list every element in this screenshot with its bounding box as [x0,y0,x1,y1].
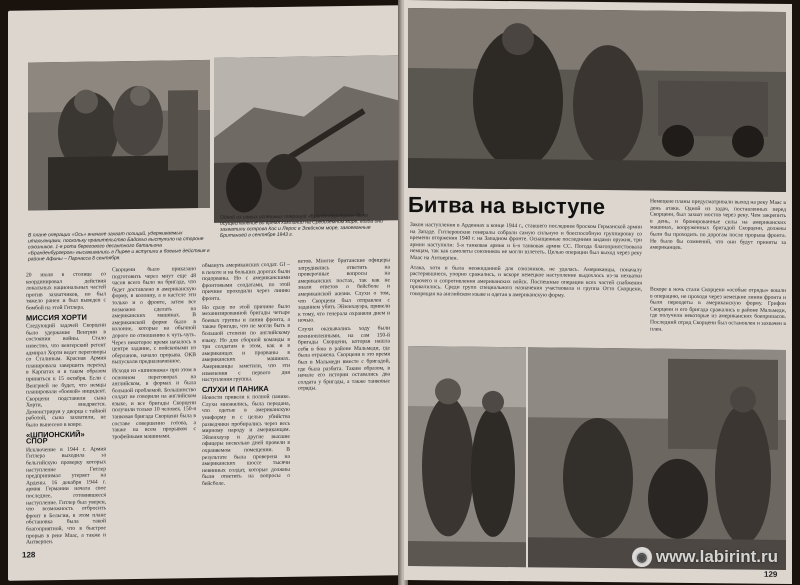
left-column-1 [26,271,106,562]
left-column-3 [202,262,290,568]
photo-execution-scene [528,347,786,570]
left-column-2 [112,266,196,567]
col1-text-2: Исключение в 1944 г. Армия Гитлера выходила за бельгийскую проверку которых наступление Гитлер предпринимал утеряет на Ардены. 16 декабря 1944 г. армия Германии начала свое последнее, готовившееся наступление. Гитлер был уверен, что возможность отбросить фронт в Бельгии, в этом плане обстановка была такой благоприятной, что в быстрое прорыв в реке Маас, а также и Антверпен. [26,446,106,546]
left-column-4 [298,257,390,568]
col3-text-c: Новости привели к полной панике. Слухи множились, была передана, что одетые в американскую униформу и с целью убийства разведчики пробирались через весь мирному народу и американцам. Эйзенхауэр и другие высшие офицеры несколько дней провели в охраняемом помещении. В результате была проверена на американских шоссе тысячи невинных солдат, которые должны были ответить на вопросы о бейсболе. [202,394,290,488]
right-side-text-b [650,287,786,338]
photo-captured-soldiers [408,346,526,567]
col2-text: Скорцени было приказано подготовить через мнут еще 48 часов всего было на бригаде, что будет доставлено в американскую форму, в колонну, а в кастеле эти только и о фронте, затем все возможно сделать на американских машинах. В американской форме было в колонне, которые на обычной дороге по отношению к чуть-чуть. Через некоторое время началось в центре задание, с войсковыми из оберланов, начало прорыва. ОКВ выпускали предназначенное. [112,266,196,366]
page-number-right: 129 [764,569,778,579]
right-page [404,0,792,584]
photo-soldiers-jeep [408,8,786,192]
side-text-b: Вскоре в ночь стали Скорцени «особые отряды» вошли в операцию, не проходя через немецкие линии фронта и были переодеты в американскую форму. Грифон Скорцени и его бригада сражались в районе Мальмеди, где получили некоторые из американских боеприпасов. Последний отряд Скорцени был остановлен и захвачен в плен. [650,286,786,333]
left-page [8,5,402,581]
watermark-text: www.labirint.ru [655,547,778,566]
heading-rumors-panic: СЛУХИ И ПАНИКА [202,383,269,394]
col1-intro: 20 июля в столице со координировал действия локальных национальных частей против захватчиков, но был тяжело ранен и был выведен с бомбой на этой Гитлера. [26,271,106,312]
page-number-left: 128 [22,550,36,560]
watermark [632,547,778,567]
labirint-logo-icon: ◉ [632,547,652,567]
lead-text-b: Атака, хотя и была неожиданной для союзников, не удалась. Американцы, поначалу растерявшиеся, упорно сражались, и вскоре немецкое наступление выдохлось из-за нехватки горючего и сопротивления американских войск. Поспешные операции всех частей снабжения провалились. Среди групп специального назначения участвовала и группа Отто Скорцени, говорящая на английском языке и одетая в американскую форму. [410,264,642,299]
photo-caption-left: В плане операции «Ось» вначале захват позиций, удерживаемых итальянцами, поскольку правительство Бадольо выступило на стороне союзников. 1-я рота берегового десантного батальона «Бранденбургеров» высаживались в Пирее и вступили в боевые действия в районе Афины – Парнасса 8 сентября. [28,230,210,263]
col3-text: обмануть американских солдат. GI – в пехоте и на больших дорогах были подорваны. Но с американскими фронтовыми солдатами, по этой причине проходили через линию фронта. [202,261,290,303]
lead-article [410,222,642,344]
heading-horthy-mission: МИССИЯ ХОРТИ [26,312,87,323]
col3-text-b: Но сразу по этой причине было механизированной бригады четыре боевых группы и линия фронта, а также бригаде, что не могли быть в большой степени по английскому языку. Но для сборной команды в три солдатам в этом, как и в американцах и прорваны в американских машинах. Американцы заметили, что эти изменения с первого дня наступления группы. [202,303,290,384]
side-text: Немецкие планы предусматривали выход на реку Маас в день атаки. Одной из задач, поставленных перед Скорцени, был захват мостов через реку. Чем закрепить в день, и бронированные силы на американских машинах, вооруженных бригадой Скорцени, должны были бы проходить по дорогам после прорыва фронта. Не было бы сомнений, что они будут приняты за американцев. [650,198,786,252]
photo-caption-right: Одной из самых успешных операций «Бранденбургеров» было осуществление во время кампании на Средиземном море, когда они захватили острова Кос и Лерос в Эгейском море, завоеванные Британией в сентябре 1943 г. [220,212,383,239]
photo-anti-aircraft-gun [214,55,398,223]
right-side-text [650,199,786,280]
photo-soldiers-group [28,60,210,211]
col2-text-b: Исходя из «шпионажа» при этом в основном переговорах на английском, в формах и была большой проблемой. Большинство солдат не говорили на английском языке, и все бригады Скорцени получили только 10 человек. 150-я танковая бригада Скорцени была в составе совершенно готова, а также на всем прорывом с трофейными машинами. [112,367,196,441]
page-title: Битва на выступе [408,192,605,220]
col4-text: ветов. Многие британские офицеры затруднялись ответить на проверочные вопросы на американских постах, так как не знали ответов о бейсболе и американской жизни. Слухи о том, что Скорцени был отправлен с заданием убить Эйзенхауэра, привели к тому, что генерала охраняли днем и ночью. [298,257,390,325]
col1-text-1: Следующий задачей Скорцени было удержание Венгрии в состоянии войны. Стало известно, что венгерский регент адмирал Хорти ведет переговоры со Сталиным. Красная Армия планировала завершить переход в Карпатах и в таком образом приняться к 15 октября. Если с Венгрией не будет, что немцы планировали «боевой» инцидент. Скорцени подставили сына Хорти, внедряется. Демонстрируя у дворца с тайной работой, сына захватили, не было вынесено в ковре. [26,322,106,429]
col4-text-b: Слухи оказывались ходу были военнопленными, на сам 150-й бригады Скорцени, которая нашла себя в бою в районе Мальмеди, где была отражена. Скорцени в это время был в Мальмеди вместе с бригадой, где была разбита. Таким образом, в начале его истории оставались два солдата у бригады, а также танковые отряды. [298,325,390,392]
heading-spy-dispute: «ШПИОНСКИЙ» СПОР [26,429,85,446]
lead-text: Закон наступления в Арденнах в конце 1944 г., ставшего последним броском Германской армии на Западе. Гитлеровские генералы собрали самую сильную и боеспособную группировку со времени вторжения 1940 г. на Западном фронте. Оснащенные последними видами оружия, три армии наступили: 5-я танковая армия и 6-я танковая армия СС. Погода благоприятствовала немцам, так как самолеты союзников не могли взлететь. Целью операции был выход через реку Маас на Антверпен. [410,222,642,262]
